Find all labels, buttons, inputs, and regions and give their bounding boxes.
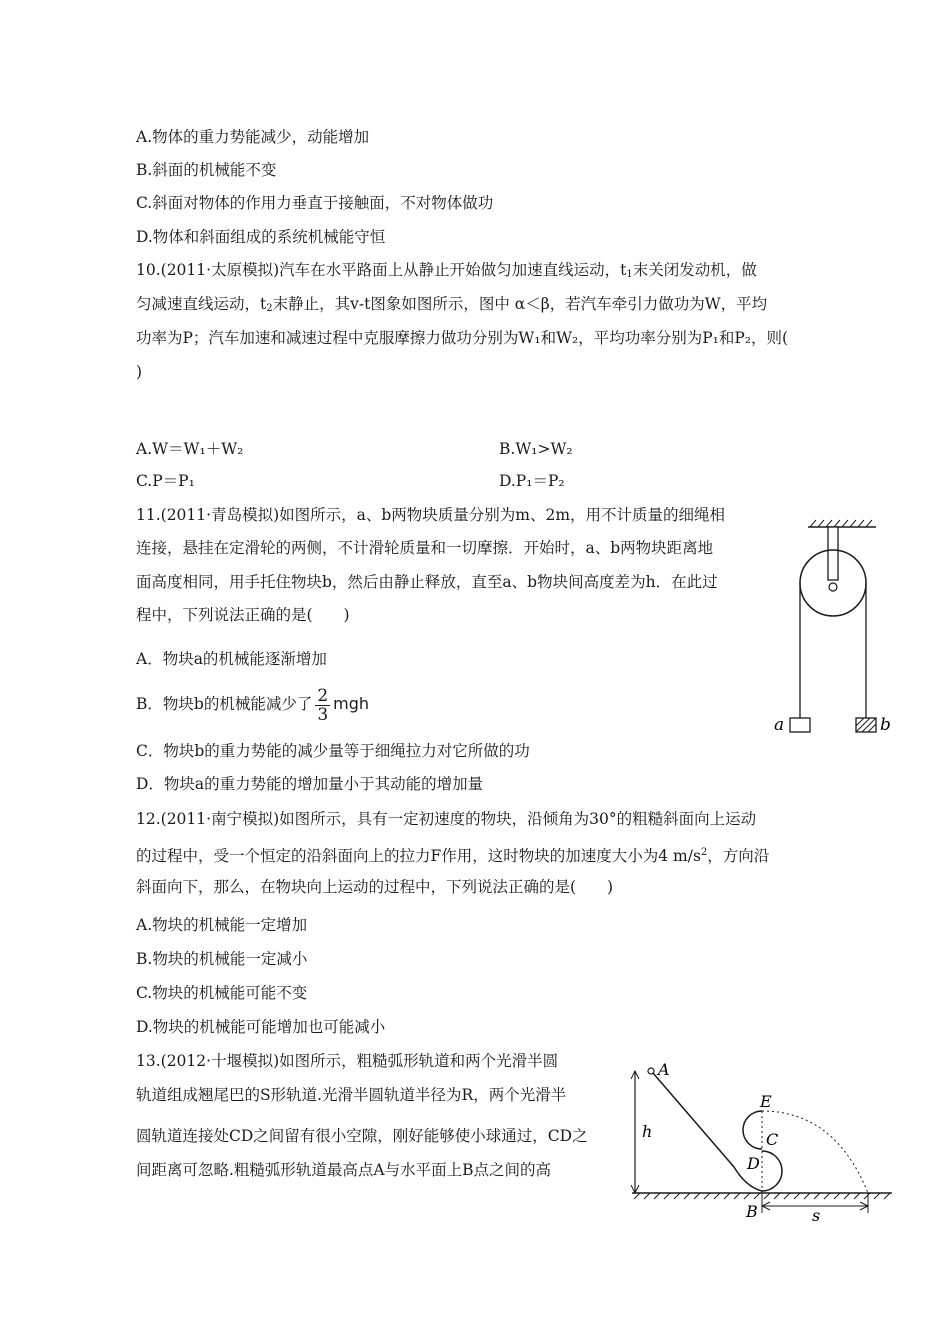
q12-stem-line3: 斜面向下，那么，在物块向上运动的过程中，下列说法正确的是( ) <box>136 878 614 896</box>
q11-option-c: C．物块b的重力势能的减少量等于细绳拉力对它所做的功 <box>136 742 530 760</box>
q12-option-b: B.物块的机械能一定减小 <box>136 950 308 968</box>
block-a <box>790 718 810 732</box>
q10-stem-line1: 10.(2011·太原模拟)汽车在水平路面上从静止开始做匀加速直线运动，$t_1$末关闭发动机，做 <box>136 261 757 280</box>
q9-option-d: D.物体和斜面组成的系统机械能守恒 <box>136 228 386 246</box>
pulley-axle <box>829 583 837 591</box>
q9-option-b: B.斜面的机械能不变 <box>136 161 277 179</box>
q10-stem-line3: 功率为P；汽车加速和减速过程中克服摩擦力做功分别为W₁和W₂，平均功率分别为P₁和P₂，则( <box>136 329 789 347</box>
q13-stem-line2: 轨道组成翘尾巴的S形轨道.光滑半圆轨道半径为R，两个光滑半 <box>136 1086 567 1104</box>
label-D: D <box>747 1154 760 1173</box>
label-E: E <box>760 1092 772 1111</box>
q9-option-a: A.物体的重力势能减少，动能增加 <box>136 128 370 146</box>
block-b <box>856 718 876 732</box>
q12-stem-line2: 的过程中，受一个恒定的沿斜面向上的拉力F作用，这时物块的加速度大小为4 $m/s^2$，方向沿 <box>136 847 770 865</box>
q10-option-d: D.P₁＝P₂ <box>499 472 565 490</box>
pulley-figure <box>770 515 910 745</box>
ceiling-hatch <box>808 520 876 527</box>
q13-stem-line1: 13.(2012·十堰模拟)如图所示，粗糙弧形轨道和两个光滑半圆 <box>136 1052 559 1070</box>
fraction-two-thirds: $\frac{2}{3}$ <box>317 685 329 725</box>
q11-stem-line4: 程中，下列说法正确的是( ) <box>136 606 350 624</box>
s-track-figure <box>620 1055 900 1235</box>
label-h: h <box>642 1122 653 1141</box>
q12-stem-line1: 12.(2011·南宁模拟)如图所示，具有一定初速度的物块，沿倾角为30°的粗糙斜面向上运动 <box>136 810 757 828</box>
q12-option-c: C.物块的机械能可能不变 <box>136 984 308 1002</box>
q12-option-a: A.物块的机械能一定增加 <box>136 916 308 934</box>
q10-option-a: A.W＝W₁＋W₂ <box>136 440 244 458</box>
label-a: a <box>774 715 785 735</box>
q9-option-c: C.斜面对物体的作用力垂直于接触面，不对物体做功 <box>136 194 494 212</box>
upper-semicircle <box>743 1111 762 1149</box>
q13-stem-line4: 间距离可忽略.粗糙弧形轨道最高点A与水平面上B点之间的高 <box>136 1161 552 1179</box>
q11-option-b: B．物块b的机械能减少了 $\frac{2}{3}$ mgh <box>136 685 370 725</box>
label-s: s <box>812 1206 821 1225</box>
q11-stem-line2: 连接，悬挂在定滑轮的两侧，不计滑轮质量和一切摩擦．开始时，a、b两物块距离地 <box>136 539 714 557</box>
q11-stem-line3: 面高度相同，用手托住物块b，然后由静止释放，直至a、b物块间高度差为h．在此过 <box>136 573 718 591</box>
q10-stem-line2: 匀减速直线运动，$t_2$末静止，其v-t图象如图所示，图中 α＜β，若汽车牵引力做功为W，平均 <box>136 295 768 314</box>
projectile-path <box>762 1111 868 1193</box>
label-C: C <box>766 1130 779 1149</box>
q10-option-c: C.P＝P₁ <box>136 472 195 490</box>
q11-option-a: A．物块a的机械能逐渐增加 <box>136 650 327 668</box>
label-A: A <box>658 1060 670 1079</box>
label-B: B <box>746 1202 758 1221</box>
q10-stem-line4: ) <box>136 363 143 381</box>
q13-stem-line3: 圆轨道连接处CD之间留有很小空隙，刚好能够使小球通过，CD之 <box>136 1127 588 1145</box>
q11-stem-line1: 11.(2011·青岛模拟)如图所示，a、b两物块质量分别为m、2m，用不计质量的细绳相 <box>136 506 726 524</box>
q11-option-d: D．物块a的重力势能的增加量小于其动能的增加量 <box>136 775 484 793</box>
q12-option-d: D.物块的机械能可能增加也可能减小 <box>136 1018 386 1036</box>
label-b: b <box>880 715 891 735</box>
lower-semicircle <box>762 1151 782 1191</box>
q10-option-b: B.W₁>W₂ <box>499 440 573 458</box>
pulley-bracket <box>828 527 838 580</box>
rough-arc-track <box>653 1073 762 1191</box>
